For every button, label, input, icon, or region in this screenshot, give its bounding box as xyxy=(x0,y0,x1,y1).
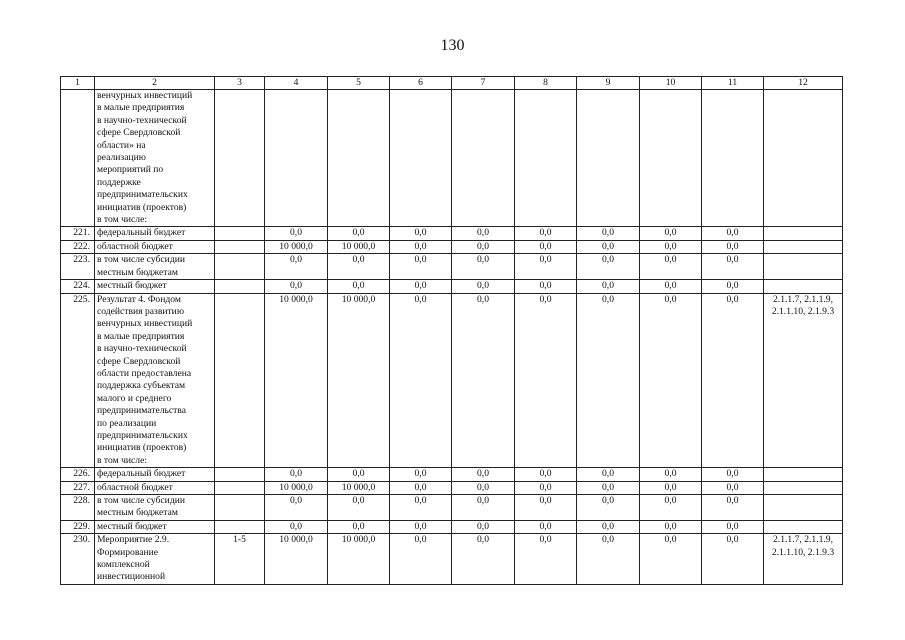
cell-value: 0,0 xyxy=(390,481,452,494)
cell-value: 0,0 xyxy=(390,240,452,253)
cell-value: 0,0 xyxy=(328,520,390,533)
row-name: областной бюджет xyxy=(95,240,215,253)
budget-table xyxy=(60,76,843,585)
cell-value: 0,0 xyxy=(452,240,515,253)
row-name: венчурных инвестиций в малые предприятия в научно-технической сфере Свердловской области» на реализацию мероприятий по поддержке предпринимательских инициатив (проектов) в том числе: xyxy=(95,90,215,227)
cell-value: 0,0 xyxy=(328,254,390,280)
table-row xyxy=(61,534,843,585)
cell-total: 10 000,0 xyxy=(265,481,328,494)
column-header: 3 xyxy=(215,77,265,90)
cell-value: 0,0 xyxy=(640,534,702,585)
cell-value: 10 000,0 xyxy=(328,293,390,468)
cell-value: 0,0 xyxy=(702,293,764,468)
cell-target-refs: 2.1.1.7, 2.1.1.9, 2.1.1.10, 2.1.9.3 xyxy=(764,534,843,585)
cell-target-refs xyxy=(764,254,843,280)
cell-value: 0,0 xyxy=(702,240,764,253)
cell-value: 0,0 xyxy=(515,240,577,253)
row-number: 224. xyxy=(61,280,95,293)
cell-value xyxy=(328,90,390,227)
table-row xyxy=(61,240,843,253)
row-number: 227. xyxy=(61,481,95,494)
cell-value: 0,0 xyxy=(328,227,390,240)
cell-target-refs xyxy=(764,468,843,481)
cell-total: 10 000,0 xyxy=(265,293,328,468)
cell-value: 0,0 xyxy=(702,254,764,280)
cell-value: 0,0 xyxy=(640,495,702,521)
cell-value: 0,0 xyxy=(515,280,577,293)
cell-target-refs xyxy=(764,90,843,227)
page-number: 130 xyxy=(440,37,465,54)
cell-value: 0,0 xyxy=(328,495,390,521)
cell-value: 0,0 xyxy=(640,481,702,494)
cell-value: 0,0 xyxy=(390,280,452,293)
cell-executor xyxy=(215,481,265,494)
cell-value xyxy=(640,90,702,227)
cell-total xyxy=(265,90,328,227)
cell-value: 0,0 xyxy=(452,468,515,481)
cell-value: 10 000,0 xyxy=(328,481,390,494)
cell-value: 0,0 xyxy=(577,481,640,494)
cell-value: 0,0 xyxy=(452,293,515,468)
table-row xyxy=(61,481,843,494)
cell-value: 0,0 xyxy=(452,254,515,280)
cell-value: 0,0 xyxy=(640,227,702,240)
row-number: 222. xyxy=(61,240,95,253)
row-name: местный бюджет xyxy=(95,520,215,533)
table-row xyxy=(61,293,843,468)
column-header: 8 xyxy=(515,77,577,90)
column-header: 12 xyxy=(764,77,843,90)
cell-executor xyxy=(215,520,265,533)
row-name: в том числе субсидии местным бюджетам xyxy=(95,495,215,521)
header-row xyxy=(61,77,843,90)
column-header: 4 xyxy=(265,77,328,90)
row-name: областной бюджет xyxy=(95,481,215,494)
cell-value: 0,0 xyxy=(702,520,764,533)
cell-value: 0,0 xyxy=(702,280,764,293)
column-header: 10 xyxy=(640,77,702,90)
cell-value xyxy=(452,90,515,227)
cell-target-refs xyxy=(764,520,843,533)
cell-value: 0,0 xyxy=(390,495,452,521)
cell-total: 0,0 xyxy=(265,254,328,280)
cell-target-refs xyxy=(764,495,843,521)
column-header: 6 xyxy=(390,77,452,90)
cell-value: 0,0 xyxy=(577,495,640,521)
cell-value: 0,0 xyxy=(452,495,515,521)
cell-value: 0,0 xyxy=(640,240,702,253)
cell-value: 0,0 xyxy=(390,227,452,240)
cell-executor xyxy=(215,293,265,468)
cell-value: 0,0 xyxy=(328,468,390,481)
cell-total: 10 000,0 xyxy=(265,240,328,253)
cell-total: 0,0 xyxy=(265,468,328,481)
cell-value xyxy=(702,90,764,227)
column-header: 11 xyxy=(702,77,764,90)
cell-value: 0,0 xyxy=(640,293,702,468)
cell-value: 0,0 xyxy=(577,280,640,293)
cell-value: 0,0 xyxy=(328,280,390,293)
cell-value xyxy=(390,90,452,227)
cell-executor xyxy=(215,227,265,240)
row-name: Мероприятие 2.9. Формирование комплексной инвестиционной xyxy=(95,534,215,585)
cell-value: 10 000,0 xyxy=(328,240,390,253)
cell-total: 10 000,0 xyxy=(265,534,328,585)
row-number: 221. xyxy=(61,227,95,240)
column-header: 2 xyxy=(95,77,215,90)
cell-value: 0,0 xyxy=(452,227,515,240)
row-name: в том числе субсидии местным бюджетам xyxy=(95,254,215,280)
column-header: 9 xyxy=(577,77,640,90)
cell-value: 0,0 xyxy=(577,293,640,468)
cell-value: 0,0 xyxy=(702,468,764,481)
cell-value: 0,0 xyxy=(577,534,640,585)
cell-value xyxy=(577,90,640,227)
cell-value: 0,0 xyxy=(390,254,452,280)
cell-target-refs: 2.1.1.7, 2.1.1.9, 2.1.1.10, 2.1.9.3 xyxy=(764,293,843,468)
row-number: 230. xyxy=(61,534,95,585)
cell-executor xyxy=(215,468,265,481)
table-row xyxy=(61,90,843,227)
table-row xyxy=(61,280,843,293)
row-name: Результат 4. Фондом содействия развитию венчурных инвестиций в малые предприятия в научно-технической сфере Свердловской области предоставлена поддержка субъектам малого и среднего предпринимательства по реализации предпринимательских инициатив (проектов) в том числе: xyxy=(95,293,215,468)
cell-target-refs xyxy=(764,481,843,494)
cell-total: 0,0 xyxy=(265,495,328,521)
row-name: федеральный бюджет xyxy=(95,227,215,240)
cell-value: 0,0 xyxy=(515,495,577,521)
cell-value: 0,0 xyxy=(515,227,577,240)
cell-executor xyxy=(215,90,265,227)
cell-target-refs xyxy=(764,227,843,240)
row-name: федеральный бюджет xyxy=(95,468,215,481)
cell-value: 0,0 xyxy=(640,254,702,280)
cell-executor xyxy=(215,495,265,521)
cell-value: 0,0 xyxy=(577,468,640,481)
column-header: 7 xyxy=(452,77,515,90)
cell-value: 0,0 xyxy=(452,534,515,585)
cell-value: 0,0 xyxy=(640,520,702,533)
cell-value: 0,0 xyxy=(390,468,452,481)
cell-value: 0,0 xyxy=(577,520,640,533)
table-row xyxy=(61,254,843,280)
cell-value: 0,0 xyxy=(452,481,515,494)
cell-value xyxy=(515,90,577,227)
cell-value: 0,0 xyxy=(515,254,577,280)
cell-value: 0,0 xyxy=(702,227,764,240)
cell-total: 0,0 xyxy=(265,227,328,240)
table-row xyxy=(61,468,843,481)
column-header: 5 xyxy=(328,77,390,90)
cell-value: 0,0 xyxy=(515,293,577,468)
cell-value: 0,0 xyxy=(702,495,764,521)
cell-value: 0,0 xyxy=(640,280,702,293)
table-row xyxy=(61,495,843,521)
cell-value: 0,0 xyxy=(390,520,452,533)
row-number: 228. xyxy=(61,495,95,521)
cell-value: 0,0 xyxy=(515,520,577,533)
cell-total: 0,0 xyxy=(265,280,328,293)
cell-value: 0,0 xyxy=(577,227,640,240)
table-row xyxy=(61,520,843,533)
cell-executor: 1-5 xyxy=(215,534,265,585)
cell-executor xyxy=(215,280,265,293)
cell-value: 0,0 xyxy=(390,293,452,468)
cell-executor xyxy=(215,254,265,280)
cell-value: 0,0 xyxy=(515,534,577,585)
cell-value: 10 000,0 xyxy=(328,534,390,585)
cell-value: 0,0 xyxy=(452,280,515,293)
cell-total: 0,0 xyxy=(265,520,328,533)
row-number: 229. xyxy=(61,520,95,533)
cell-value: 0,0 xyxy=(452,520,515,533)
cell-executor xyxy=(215,240,265,253)
row-number: 226. xyxy=(61,468,95,481)
cell-value: 0,0 xyxy=(702,534,764,585)
cell-target-refs xyxy=(764,240,843,253)
row-number: 225. xyxy=(61,293,95,468)
cell-value: 0,0 xyxy=(577,240,640,253)
cell-value: 0,0 xyxy=(640,468,702,481)
row-number: 223. xyxy=(61,254,95,280)
cell-target-refs xyxy=(764,280,843,293)
row-number xyxy=(61,90,95,227)
cell-value: 0,0 xyxy=(515,481,577,494)
table-row xyxy=(61,227,843,240)
row-name: местный бюджет xyxy=(95,280,215,293)
cell-value: 0,0 xyxy=(577,254,640,280)
column-header: 1 xyxy=(61,77,95,90)
cell-value: 0,0 xyxy=(702,481,764,494)
cell-value: 0,0 xyxy=(515,468,577,481)
cell-value: 0,0 xyxy=(390,534,452,585)
